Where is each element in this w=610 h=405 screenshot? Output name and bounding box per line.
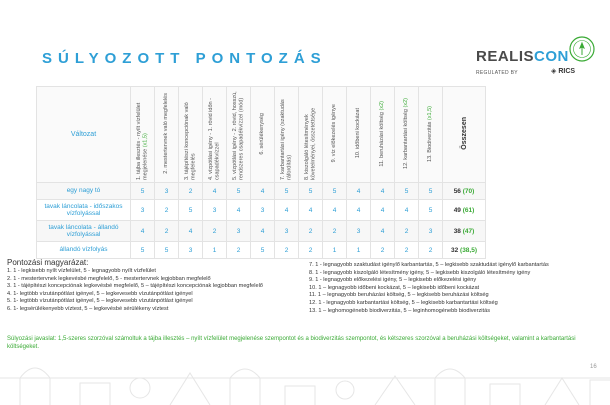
criterion-label [184,88,197,180]
score-cell: 3 [227,221,251,242]
logo-regulated: REGULATED BY [476,70,518,76]
criterion-label [304,88,317,180]
legend-item: 8. 1 - legnagyobb kiszolgáló létesítmény igény, 5 – legkisebb kiszolgáló létesítmény igény [309,269,531,276]
weighted-total-value: (38,5) [460,246,478,254]
legend-item: 9. 1 - legnagyobb előkezelési igény, 5 – legkisebb előkezelési igény [309,277,477,284]
criterion-text: 11. beruházási költség [379,111,386,167]
page-title: SÚLYOZOTT PONTOZÁS [42,50,327,67]
total-header [443,87,486,183]
score-cell: 4 [227,200,251,221]
legend-right-column [309,262,605,315]
weighting-note: Súlyozási javaslat: 1,5-szeres szorzóval számoltuk a tájba illesztés – nyílt vízfelület megjelenése szempontot és a biodiverzitás szempontot, és kétszeres szorzóval a beruházási költségeket, valamint a karbantartási költségeket. [7,336,576,350]
score-cell: 3 [347,221,371,242]
scoring-table [36,86,486,259]
score-cell: 3 [179,242,203,259]
score-cell: 1 [323,242,347,259]
total-cell [443,221,486,242]
criterion-header-2 [155,87,179,183]
legend-item: 2. 1 - mestertervnek legkevésbé megfelelő, 5 - mestertervnek legjobban megfelelő [7,275,211,282]
score-cell: 2 [155,221,179,242]
score-cell: 5 [419,183,443,200]
score-cell: 3 [419,221,443,242]
page-number: 16 [590,364,597,370]
score-cell: 4 [275,200,299,221]
criterion-text: 7. karbantartási igény (szaktudás ráfordítás) [280,98,293,180]
criterion-text: 3. tájépítészi koncepciónak való megfelelés [184,101,197,180]
score-cell: 4 [347,200,371,221]
total-value: 32 [450,246,459,254]
criterion-text: 9. víz előkezelés igénye [331,104,338,163]
score-cell: 4 [395,200,419,221]
variant-label: tavak láncolata - állandó vízfolyással [37,221,131,242]
legend-item: 5. 1- legtöbb vízutánpótlást igényel, 5 – legkevesebb vízutánpótlást igényel [7,298,193,305]
weighted-total-value: (70) [462,187,475,195]
variant-header: Változat [37,87,131,183]
legend-item: 12. 1 - legnagyobb karbantartási költség, 5 – legkisebb karbantartási költség [309,299,498,306]
criterion-text: 10. időbeni kockázat [355,108,362,159]
score-cell: 2 [395,221,419,242]
criterion-label [280,88,293,180]
criterion-text: 2. mestertervnek való megfelelés [163,93,170,174]
realiscon-logo [476,42,598,82]
criterion-weight: (x1,5) [142,132,149,147]
score-cell: 5 [323,183,347,200]
criterion-label [331,104,338,162]
rics-label: ◈ RICS [551,68,576,75]
logo-word-part-a: REALIS [476,48,535,65]
criterion-label [403,98,410,169]
score-cell: 5 [131,242,155,259]
score-cell: 3 [155,183,179,200]
criterion-header-11 [371,87,395,183]
total-value: 49 [453,206,461,214]
total-header-label: Összesen [460,117,468,150]
logo-word-part-b: CON [534,48,569,65]
table-row [37,242,486,259]
legend-item: 6. 1- legsérülékenyebb víztest, 5 – legkevésbé sérülékeny víztest [7,305,169,312]
score-cell: 2 [203,221,227,242]
criterion-header-4 [203,87,227,183]
score-cell: 5 [395,183,419,200]
variant-label: tavak láncolata - időszakos vízfolyással [37,200,131,221]
criterion-text: 6. sérülékenység [259,112,266,155]
rics-text: RICS [558,68,576,75]
score-cell: 2 [179,183,203,200]
legend-left-column [7,268,297,314]
score-cell: 3 [203,200,227,221]
score-cell: 5 [419,200,443,221]
criterion-header-3 [179,87,203,183]
total-value: 56 [453,187,461,195]
weighted-total-value: (47) [462,227,475,235]
score-cell: 4 [371,200,395,221]
score-cell: 4 [251,183,275,200]
score-cell: 2 [155,200,179,221]
criterion-label [163,93,170,174]
table-header-row [37,87,486,183]
criterion-header-6 [251,87,275,183]
score-cell: 2 [227,242,251,259]
score-cell: 2 [299,221,323,242]
score-cell: 3 [275,221,299,242]
score-cell: 5 [179,200,203,221]
criterion-text: 1. tájba illesztés - nyílt vízfelület megjelenése [136,102,149,180]
criterion-label [208,88,221,180]
criterion-header-13 [419,87,443,183]
score-cell: 2 [323,221,347,242]
score-cell: 5 [251,242,275,259]
score-cell: 2 [419,242,443,259]
criterion-label [232,88,245,180]
score-cell: 4 [203,183,227,200]
legend-item: 10. 1 – legnagyobb időbeni kockázat, 5 – legkisebb időbeni kockázat [309,284,480,291]
table-row [37,183,486,200]
score-cell: 2 [275,242,299,259]
criterion-label [259,113,266,155]
score-cell: 4 [323,200,347,221]
variant-label: egy nagy tó [37,183,131,200]
score-cell: 5 [275,183,299,200]
criterion-header-10 [347,87,371,183]
score-cell: 2 [299,242,323,259]
criterion-header-8 [299,87,323,183]
score-cell: 3 [131,200,155,221]
criterion-label [355,108,362,158]
criterion-text: 5. vízpótlási igény - 2. rövid, hosszú, rendszeres csapadékvízzel (mód) [232,90,245,180]
total-cell [443,183,486,200]
criterion-label [379,101,386,167]
criterion-weight: (x2) [403,98,410,108]
legend-title: Pontozási magyarázat: [7,258,89,267]
legend-item: 7. 1 - legnagyobb szaktudást igénylő karbantartás, 5 – legkisebb szaktudást igénylő karbantartás [309,262,549,268]
legend-item: 11. 1 – legnagyobb beruházási költség, 5 – legkisebb beruházási költség [309,292,489,299]
score-cell: 5 [227,183,251,200]
seal-icon [569,36,595,62]
legend-item: 1. 1 - legkisebb nyílt vízfelület, 5 - legnagyobb nyílt vízfelület [7,268,156,274]
table-row [37,200,486,221]
score-cell: 2 [395,242,419,259]
variant-label: állandó vízfolyás [37,242,131,259]
score-cell: 4 [299,200,323,221]
table-row [37,221,486,242]
score-cell: 5 [299,183,323,200]
total-cell [443,200,486,221]
score-cell: 4 [371,221,395,242]
score-cell: 4 [347,183,371,200]
score-cell: 1 [347,242,371,259]
score-cell: 4 [131,221,155,242]
criterion-weight: (x1,5) [427,105,434,120]
score-cell: 3 [251,200,275,221]
criterion-label [136,88,149,180]
criterion-header-1 [131,87,155,183]
score-cell: 5 [131,183,155,200]
criterion-label [427,106,434,162]
total-value: 38 [453,227,461,235]
criterion-header-9 [323,87,347,183]
score-cell: 4 [371,183,395,200]
legend-item: 4. 1- legtöbb vízutánpótlást igényel, 5 – legkevesebb vízutánpótlást igényel [7,290,193,297]
decorative-pattern [0,348,610,405]
score-cell: 4 [251,221,275,242]
criterion-header-5 [227,87,251,183]
table-body [37,183,486,259]
criterion-text: 8. kiszolgáló létesítmények követelményei, összetettsége [304,107,317,180]
criterion-text: 12. karbantartási költség [403,109,410,169]
criterion-header-12 [395,87,419,183]
legend-item: 13. 1 – leghomogénebb biodiverzitás, 5 – leginhomogénebb biodiverzitás [309,307,490,314]
criterion-header-7 [275,87,299,183]
score-cell: 5 [155,242,179,259]
legend-item: 3. 1 - tájépítészi koncepciónak legkevésbé megfelelő, 5 – tájépítészi koncepciónak legjobban megfelelő [7,283,263,290]
criterion-weight: (x2) [379,100,386,111]
score-cell: 1 [203,242,227,259]
criterion-text: 13. Biodiverzitás [427,121,434,162]
criterion-text: 4. vízpótlási igény - 1. rövid időn - csapadékvízzel [208,97,221,180]
weighted-total-value: (61) [462,206,475,214]
total-cell [443,242,486,259]
score-cell: 2 [371,242,395,259]
score-cell: 4 [179,221,203,242]
